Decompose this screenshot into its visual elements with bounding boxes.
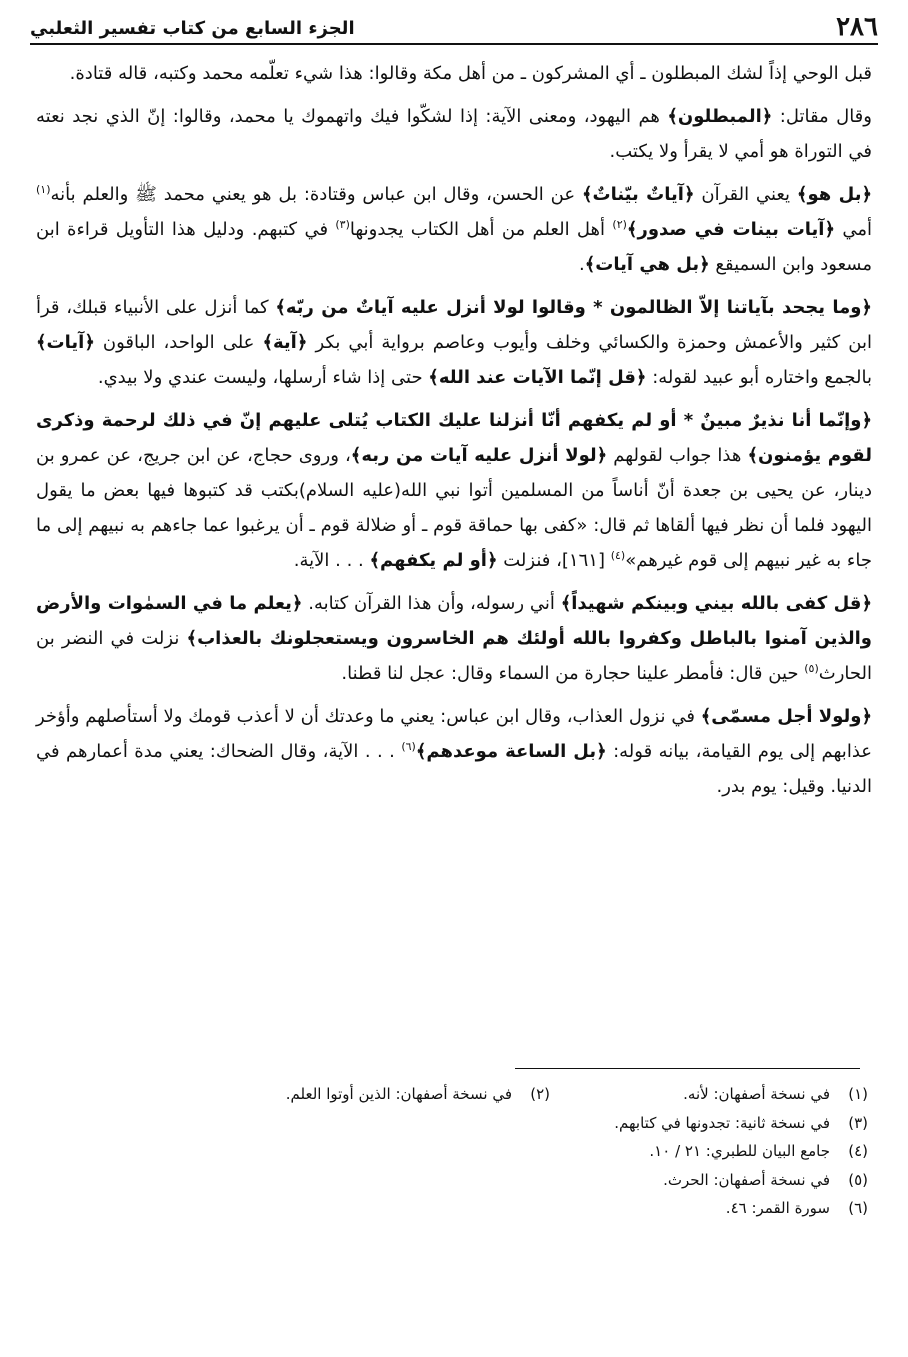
footnote-3 <box>614 1109 868 1138</box>
p5-quran-f: ﴿أو لم يكفهم﴾ <box>369 550 498 571</box>
p6-e: حين قال: فأمطر علينا حجارة من السماء وقال: عجل لنا قطنا. <box>341 663 805 684</box>
footnote-number: (٢) <box>530 1085 550 1103</box>
p4-quran-e: ﴿آيات﴾ <box>36 332 95 353</box>
p3-d: عن الحسن، وقال ابن عباس وقتادة: بل هو يعني محمد ﷺ والعلم بأنه <box>50 184 582 205</box>
p4-d: على الواحد، الباقون <box>94 332 263 353</box>
footnote-row <box>120 1137 868 1166</box>
p5-e: [١٦١]، فنزلت <box>497 550 611 571</box>
p7-quran-a: ﴿ولولا أجل مسمّى﴾ <box>700 706 872 727</box>
footnotes <box>120 1080 868 1223</box>
body-text <box>36 56 872 812</box>
footnote-text: في نسخة ثانية: تجدونها في كتابهم. <box>614 1113 830 1132</box>
footnote-ref-3: (٣) <box>335 218 350 231</box>
footnote-ref-2: (٢) <box>612 218 627 231</box>
footnote-4 <box>649 1137 868 1166</box>
p3-quran-i: ﴿بل هي آيات﴾ <box>584 254 710 275</box>
footnote-text: جامع البيان للطبري: ٢١ / ١٠. <box>649 1142 830 1160</box>
p6-quran-a: ﴿قل كفى بالله بيني وبينكم شهيداً﴾ <box>560 593 873 614</box>
p1-text: قبل الوحي إذاً لشك المبطلون ـ أي المشركون ـ من أهل مكة وقالوا: هذا شيء تعلّمه محمد وكتبه، قاله قتادة. <box>69 63 872 84</box>
footnote-row <box>120 1080 868 1109</box>
p4-b: كما أنزل على الأنبياء قبلك، قرأ ابن كثير والأعمش وحمزة والكسائي وخلف وأيوب وعاصم برواية أبي بكر <box>36 297 872 353</box>
p5-b: هذا جواب لقولهم <box>607 445 748 466</box>
footnote-text: في نسخة أصفهان: الذين أوتوا العلم. <box>285 1085 512 1103</box>
footnote-5 <box>663 1166 868 1195</box>
footnote-rule <box>515 1068 860 1069</box>
p2-a: وقال مقاتل: <box>772 106 872 127</box>
p4-h: حتى إذا شاء أرسلها، وليست عندي ولا بيدي. <box>97 367 429 388</box>
p3-h: في كتبهم. ودليل هذا التأويل قراءة ابن مسعود وابن السميقع <box>36 219 872 275</box>
p4-quran-g: ﴿قل إنّما الآيات عند الله﴾ <box>428 367 647 388</box>
paragraph-6 <box>36 586 872 691</box>
p3-j: . <box>579 254 585 275</box>
p4-quran-c: ﴿آية﴾ <box>262 332 308 353</box>
footnote-number: (١) <box>848 1085 868 1103</box>
paragraph-5 <box>36 403 872 578</box>
p3-quran-f: ﴿آيات بينات في صدور﴾ <box>626 219 836 240</box>
footnote-6 <box>726 1194 868 1223</box>
footnote-text: في نسخة أصفهان: الحرث. <box>663 1170 830 1189</box>
p7-d: . . . الآية، وقال الضحاك: يعني مدة أعمارهم في الدنيا. وقيل: يوم بدر. <box>36 741 872 797</box>
p3-b: يعني القرآن <box>694 184 797 205</box>
footnote-row <box>120 1166 868 1195</box>
p5-g: . . . الآية. <box>293 550 370 571</box>
p4-quran-a: ﴿وما يجحد بآياتنا إلاّ الظالمون * وقالوا لولا أنزل عليه آياتٌ من ربّه﴾ <box>275 297 872 318</box>
footnote-number: (٣) <box>848 1113 868 1132</box>
footnote-2 <box>286 1080 550 1109</box>
paragraph-7 <box>36 699 872 804</box>
p6-quran-c: ﴿يعلم ما في السمٰوات والأرض والذين آمنوا بالباطل وكفروا بالله أولئك هم الخاسرون ويستعجلونك بالعذاب﴾ <box>36 593 872 649</box>
page-header <box>30 6 878 42</box>
paragraph-4 <box>36 290 872 395</box>
footnote-row <box>120 1109 868 1138</box>
paragraph-3 <box>36 177 872 282</box>
p3-e: أمي <box>835 219 872 240</box>
footnote-text: سورة القمر: ٤٦. <box>725 1199 830 1217</box>
footnote-ref-5: (٥) <box>804 662 819 675</box>
p2-quran: ﴿المبطلون﴾ <box>667 106 773 127</box>
p3-quran-c: ﴿آياتٌ بيّناتٌ﴾ <box>581 184 695 205</box>
p2-c: هم اليهود، ومعنى الآية: إذا لشكّوا فيك واتهموك يا محمد، وقالوا: إنّ الذي نجد نعته في التوراة هو أمي لا يقرأ ولا يكتب. <box>36 106 872 162</box>
p6-d: نزلت في النضر بن الحارث <box>36 628 872 684</box>
footnote-number: (٦) <box>848 1199 868 1217</box>
footnote-text: في نسخة أصفهان: لأنه. <box>683 1085 830 1103</box>
p4-f: بالجمع واختاره أبو عبيد لقوله: <box>646 367 872 388</box>
footnote-1 <box>550 1080 868 1109</box>
footnote-number: (٥) <box>848 1170 868 1189</box>
page-number: ٢٨٦ <box>836 12 878 42</box>
p5-d: ، وروى حجاج، عن ابن جريج، عن عمرو بن دينار، عن يحيى بن جعدة أنّ أناساً من المسلمين أتوا نبي الله(عليه السلام)بكتب قد كتبوها فيها بعض ما يقول اليهود فلما أن نظر فيها ألقاها ثم قال: «كفى بها حماقة قوم ـ أو ضلالة قوم ـ أن يرغبوا عما جاءهم به نبيهم إلى ما جاء به غير نبيهم إلى قوم غيرهم» <box>36 445 872 571</box>
paragraph-2 <box>36 99 872 169</box>
footnote-ref-1: (١) <box>36 183 51 196</box>
p5-quran-c: ﴿لولا أنزل عليه آيات من ربه﴾ <box>350 445 608 466</box>
footnote-number: (٤) <box>848 1142 868 1160</box>
p5-quran-a: ﴿وإنّما أنا نذيرٌ مبينٌ * أو لم يكفهم أنّا أنزلنا عليك الكتاب يُتلى عليهم إنّ في ذلك لرحمة وذكرى لقوم يؤمنون﴾ <box>36 410 872 466</box>
header-rule <box>30 43 878 45</box>
p3-quran-a: ﴿بل هو﴾ <box>796 184 872 205</box>
p7-quran-c: ﴿بل الساعة موعدهم﴾ <box>415 741 607 762</box>
p3-g: أهل العلم من أهل الكتاب يجدونها <box>349 219 613 240</box>
running-title: الجزء السابع من كتاب تفسير الثعلبي <box>30 18 355 39</box>
footnote-ref-4: (٤) <box>610 549 626 562</box>
p7-b: في نزول العذاب، وقال ابن عباس: يعني ما وعدتك أن لا أعذب قومك ولا أستأصلهم وأؤخر عذابهم إلى يوم القيامة، بيانه قوله: <box>36 706 873 762</box>
footnote-ref-6: (٦) <box>401 740 416 753</box>
paragraph-1 <box>36 56 872 91</box>
p6-b: أني رسوله، وأن هذا القرآن كتابه. <box>302 593 561 614</box>
footnote-row <box>120 1194 868 1223</box>
